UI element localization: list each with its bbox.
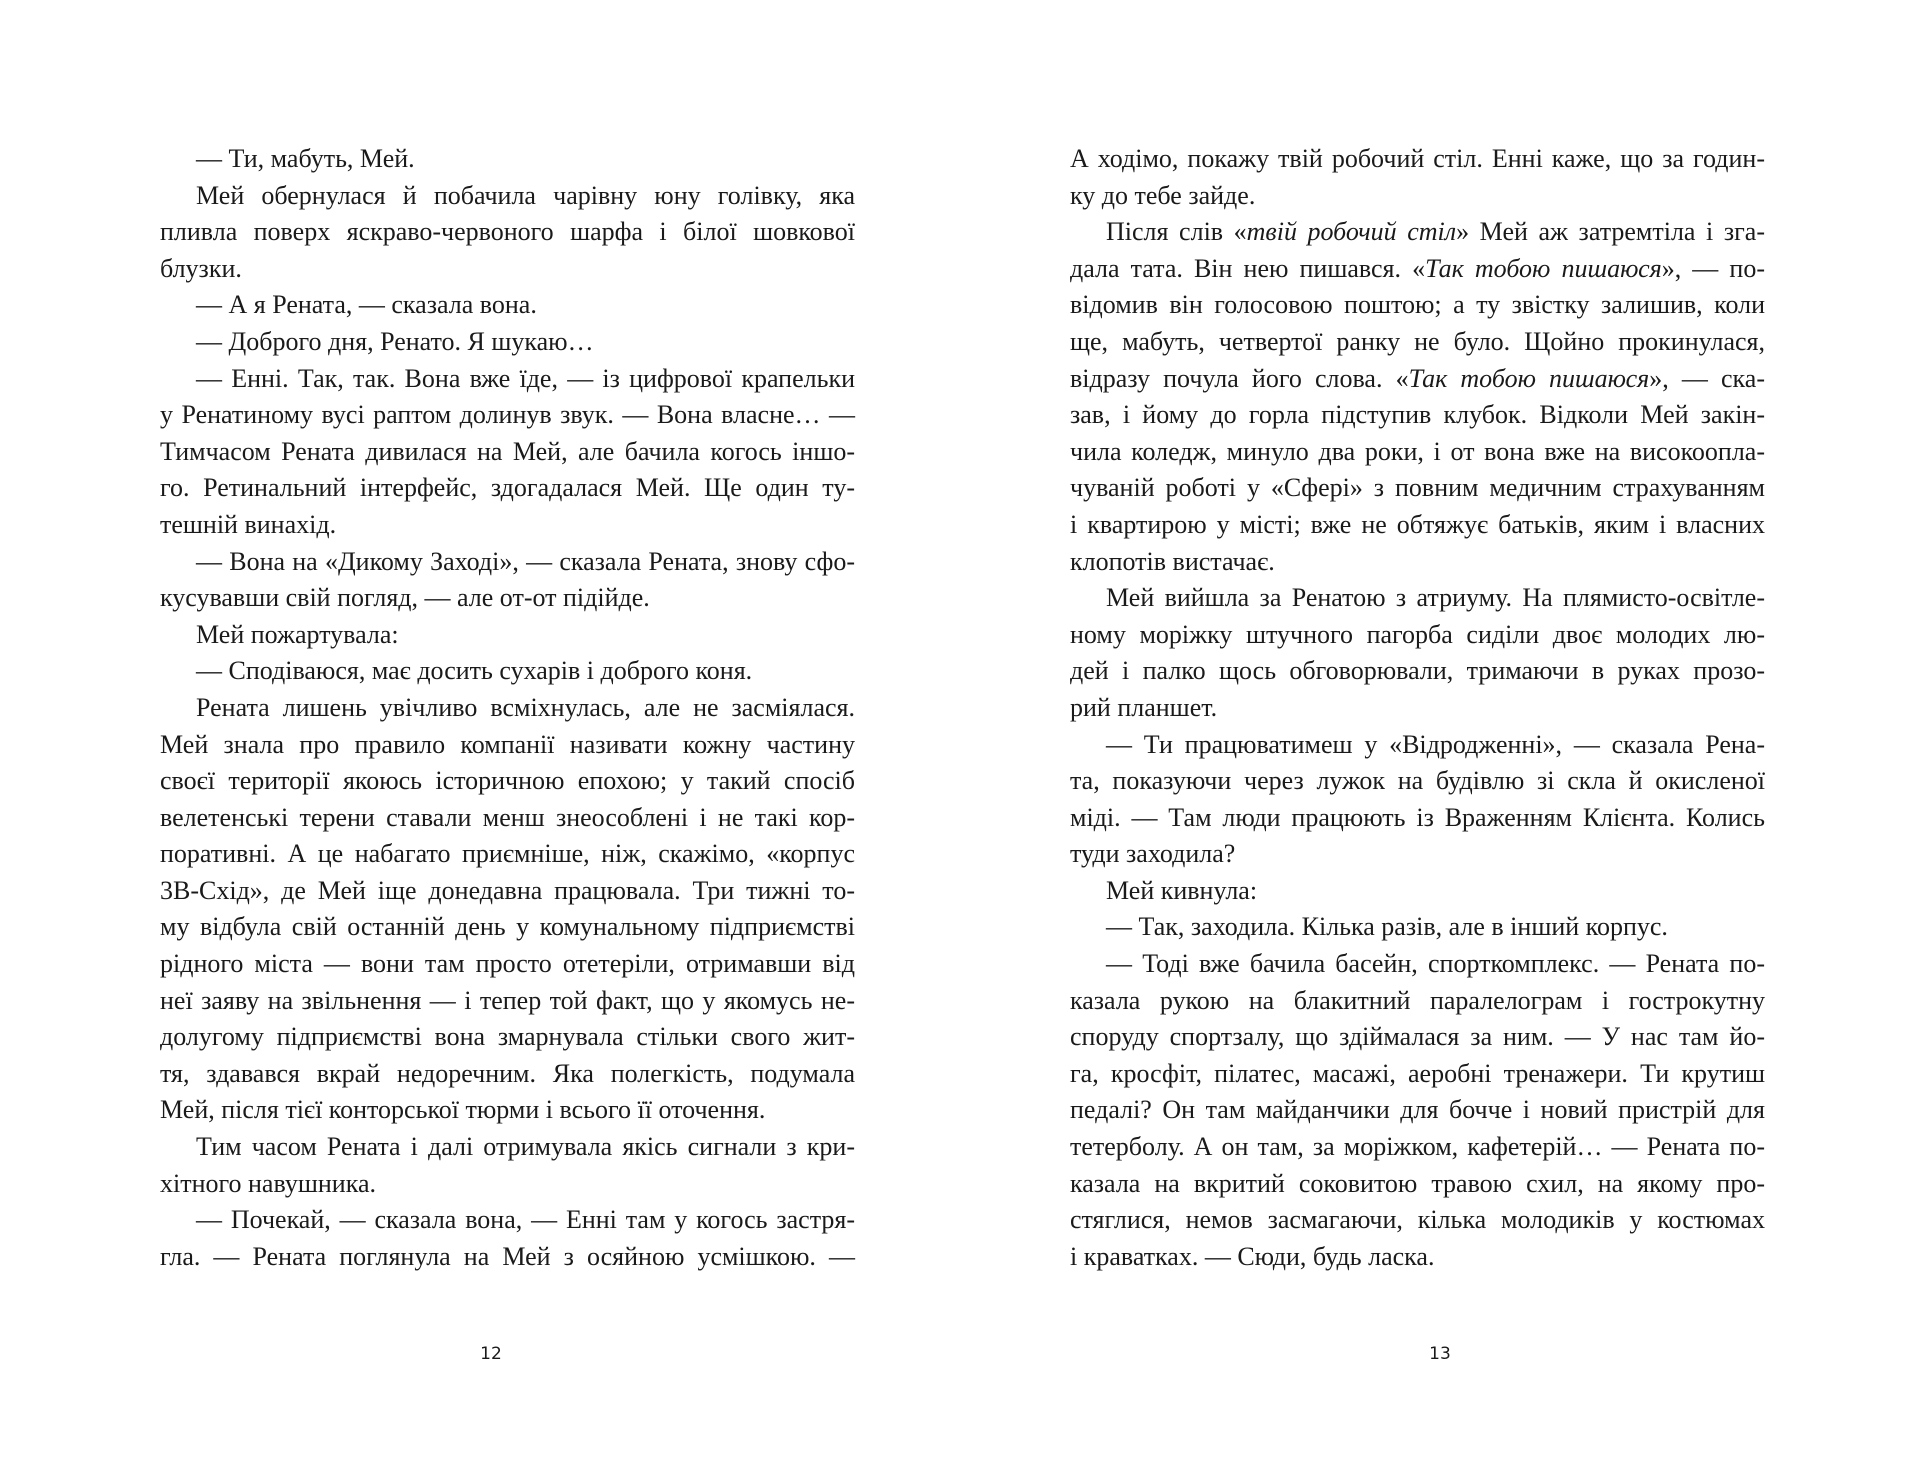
text-line: у Ренатиному вусі раптом долинув звук. — Вона власне… — <box>160 400 855 430</box>
text-line: — Почекай, — сказала вона, — Енні там у когось застря- <box>196 1205 855 1235</box>
text-line: долугому підприємстві вона змарнувала стільки свого жит- <box>160 1022 855 1052</box>
text-segment: Після слів « <box>1106 217 1247 247</box>
text-segment: », — по- <box>1661 253 1765 283</box>
text-line: велетенські терени ставали менш знеособлені і не такі кор- <box>160 802 855 832</box>
text-line <box>1070 544 1765 581</box>
text-segment: клопотів вистачає. <box>1070 546 1275 576</box>
text-segment: ному моріжку штучного пагорба сиділи двоє молодих лю- <box>1070 619 1765 649</box>
right-page-text <box>1070 141 1765 1275</box>
text-segment: відомив він голосовою поштою; а ту звістку залишив, коли <box>1070 290 1765 320</box>
text-line: поративні. А це набагато приємніше, ніж, скажімо, «корпус <box>160 839 855 869</box>
text-segment: казала рукою на блакитний паралелограм і гострокутну <box>1070 985 1765 1015</box>
text-line: — Вона на «Дикому Заході», — сказала Рената, знову сфо- <box>196 546 855 576</box>
text-line <box>1070 287 1765 324</box>
text-line: гла. — Рената поглянула на Мей з осяйною усмішкою. — <box>160 1241 855 1271</box>
text-segment: та, показуючи через лужок на будівлю зі скла й окисленої <box>1070 766 1765 796</box>
text-line <box>1070 1056 1765 1093</box>
text-segment: » Мей аж затремтіла і зга- <box>1456 217 1765 247</box>
text-segment: міді. — Там люди працюють із Враженням Клієнта. Колись <box>1070 802 1765 832</box>
text-segment: Мей кивнула: <box>1106 875 1258 905</box>
text-line <box>1070 800 1765 837</box>
text-line: Мей, після тієї конторської тюрми і всього її оточення. <box>160 1095 766 1125</box>
text-line <box>1070 1202 1765 1239</box>
text-line <box>1070 178 1765 215</box>
text-segment: туди заходила? <box>1070 839 1236 869</box>
text-segment: га, кросфіт, пілатес, масажі, аеробні тренажери. Ти крутиш <box>1070 1058 1765 1088</box>
text-segment: дала тата. Він нею пишався. « <box>1070 253 1426 283</box>
text-segment: », — ска- <box>1649 363 1765 393</box>
text-line: го. Ретинальний інтерфейс, здогадалася Мей. Ще один ту- <box>160 473 855 503</box>
text-line <box>1070 251 1765 288</box>
text-line <box>1070 1092 1765 1129</box>
italic-segment: Так тобою пишаюся <box>1408 363 1650 393</box>
text-segment: відразу почула його слова. « <box>1070 363 1409 393</box>
text-segment: ще, мабуть, четвертої ранку не було. Щойно прокинулася, <box>1070 326 1765 356</box>
text-line: рідного міста — вони там просто отетеріли, отримавши від <box>160 949 855 979</box>
text-line <box>1070 214 1765 251</box>
right-page-number: 13 <box>1429 1344 1451 1364</box>
text-line <box>1070 909 1765 946</box>
text-line: — Енні. Так, так. Вона вже їде, — із цифрової крапельки <box>196 363 855 393</box>
text-segment: — Так, заходила. Кілька разів, але в інший корпус. <box>1106 912 1668 942</box>
text-line <box>1070 946 1765 983</box>
text-line: — А я Рената, — сказала вона. <box>196 290 537 320</box>
text-line: Тим часом Рената і далі отримувала якісь сигнали з кри- <box>196 1132 855 1162</box>
text-line <box>1070 653 1765 690</box>
text-line <box>1070 434 1765 471</box>
text-line: хітного навушника. <box>160 1168 376 1198</box>
text-line <box>1070 141 1765 178</box>
text-line: пливла поверх яскраво-червоного шарфа і білої шовкової <box>160 217 855 247</box>
text-line <box>1070 983 1765 1020</box>
text-segment: тетерболу. А он там, за моріжком, кафетерій… — Рената по- <box>1070 1132 1765 1162</box>
text-line: Рената лишень увічливо всміхнулась, але не засміялася. <box>196 692 855 722</box>
text-line <box>1070 580 1765 617</box>
text-line: — Ти, мабуть, Мей. <box>196 144 415 173</box>
text-line: своєї території якоюсь історичною епохою; у такий спосіб <box>160 766 855 796</box>
text-segment: рий планшет. <box>1070 692 1218 722</box>
text-line <box>1070 617 1765 654</box>
text-line: — Сподіваюся, має досить сухарів і доброго коня. <box>196 656 753 686</box>
text-line <box>1070 397 1765 434</box>
text-segment: чуваній роботі у «Сфері» з повним медичним страхуванням <box>1070 473 1765 503</box>
text-line <box>1070 470 1765 507</box>
text-segment: А ходімо, покажу твій робочий стіл. Енні каже, що за годин- <box>1070 144 1765 173</box>
italic-segment: твій робочий стіл <box>1246 217 1457 247</box>
text-line: Мей знала про правило компанії називати кожну частину <box>160 729 855 759</box>
text-line <box>1070 361 1765 398</box>
text-line <box>1070 507 1765 544</box>
text-segment: дей і палко щось обговорювали, тримаючи в руках прозо- <box>1070 656 1765 686</box>
text-segment: і краватках. — Сюди, будь ласка. <box>1070 1241 1435 1271</box>
text-line <box>1070 836 1765 873</box>
text-line: Мей пожартувала: <box>196 619 399 649</box>
text-segment: чила коледж, минуло два роки, і от вона вже на високоопла- <box>1070 436 1765 466</box>
text-line <box>1070 324 1765 361</box>
text-line <box>1070 763 1765 800</box>
text-line: тя, здавався вкрай недоречним. Яка полегкість, подумала <box>160 1058 855 1088</box>
text-line: блузки. <box>160 253 242 283</box>
text-line: — Доброго дня, Ренато. Я шукаю… <box>196 326 594 356</box>
text-line: Мей обернулася й побачила чарівну юну голівку, яка <box>196 180 855 210</box>
text-line: тешній винахід. <box>160 509 337 539</box>
text-segment: споруду спортзалу, що здіймалася за ним. — У нас там йо- <box>1070 1022 1765 1052</box>
text-line: Тимчасом Рената дивилася на Мей, але бачила когось іншо- <box>160 436 855 466</box>
text-line <box>1070 873 1765 910</box>
text-line <box>1070 1019 1765 1056</box>
text-segment: ку до тебе зайде. <box>1070 180 1256 210</box>
text-line: кусувавши свій погляд, — але от-от підійде. <box>160 583 650 613</box>
text-line: 3В-Схід», де Мей іще донедавна працювала. Три тижні то- <box>160 875 855 905</box>
text-segment: стяглися, немов засмагаючи, кілька молодиків у костюмах <box>1070 1205 1765 1235</box>
text-segment: Мей вийшла за Ренатою з атриуму. На плямисто-освітле- <box>1106 583 1765 613</box>
text-line <box>1070 1129 1765 1166</box>
right-page <box>960 0 1920 1477</box>
text-line <box>1070 727 1765 764</box>
italic-segment: Так тобою пишаюся <box>1425 253 1662 283</box>
text-line <box>1070 690 1765 727</box>
left-page-number: 12 <box>480 1344 502 1364</box>
left-page-text <box>160 141 855 1275</box>
text-segment: казала на вкритий соковитою травою схил, на якому про- <box>1070 1168 1765 1198</box>
text-segment: — Тоді вже бачила басейн, спорткомплекс. — Рената по- <box>1106 949 1765 979</box>
text-segment: — Ти працюватимеш у «Відродженні», — сказала Рена- <box>1106 729 1765 759</box>
text-segment: зав, і йому до горла підступив клубок. Відколи Мей закін- <box>1070 400 1765 430</box>
text-line: неї заяву на звільнення — і тепер той факт, що у якомусь не- <box>160 985 855 1015</box>
text-line: му відбула свій останній день у комунальному підприємстві <box>160 912 855 942</box>
text-line <box>1070 1166 1765 1203</box>
text-segment: і квартирою у місті; вже не обтяжує батьків, яким і власних <box>1070 509 1765 539</box>
text-line <box>1070 1239 1765 1276</box>
text-segment: педалі? Он там майданчики для бочче і новий пристрій для <box>1070 1095 1765 1125</box>
